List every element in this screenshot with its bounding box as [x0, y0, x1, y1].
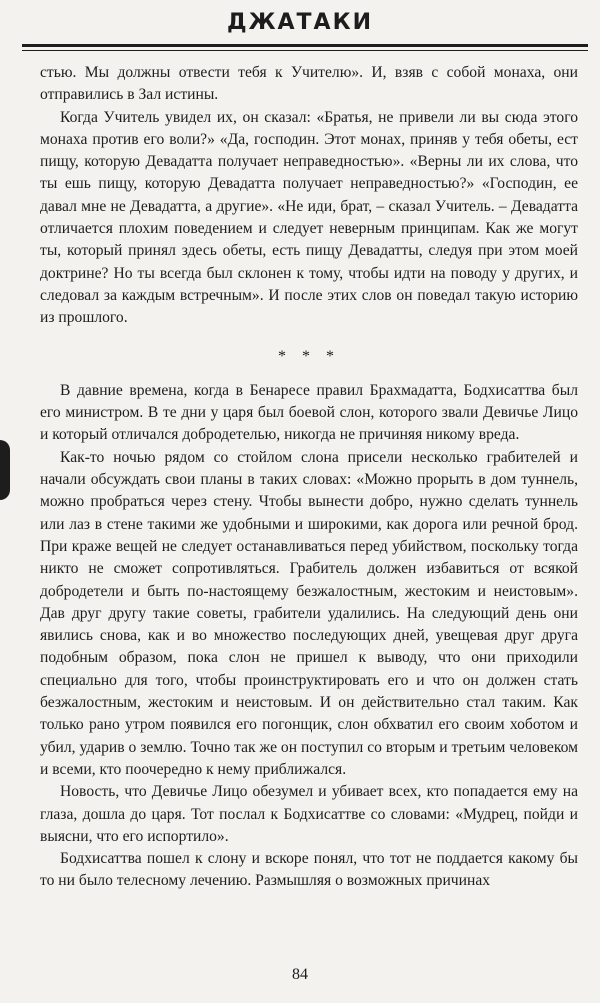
body-text — [40, 62, 578, 893]
section-separator: * * * — [278, 347, 340, 365]
paragraph: Бодхисаттва пошел к слону и вскоре понял, что тот не поддается какому бы то ни было телесному лечению. Размышляя о возможных причинах — [40, 850, 578, 890]
paragraph: стью. Мы должны отвести тебя к Учителю». И, взяв с собой монаха, они отправились в Зал истины. — [40, 64, 578, 104]
header-rule-thick — [22, 44, 588, 47]
paragraph: В давние времена, когда в Бенаресе правил Брахмадатта, Бодхисаттва был его министром. В те дни у царя был боевой слон, которого звали Девичье Лицо и который отличался добродетелью, никогда не причиняя никому вреда. — [40, 381, 578, 444]
binding-shadow — [0, 440, 10, 500]
paragraph: Как-то ночью рядом со стойлом слона присели несколько грабителей и начали обсуждать свои планы в таких словах: «Можно прорыть в дом туннель, можно пробраться через стену. Чтобы вынести добро, нужно сделать туннель или лаз в стене такими же удобными и широкими, как дорога или речной брод. При краже вещей не следует останавливаться перед убийством, поскольку тогда никто не сможет сопротивляться. Грабитель должен избавиться от всякой добродетели и быть по-настоящему безжалостным, жестоким и неистовым». Дав друг другу такие советы, грабители удалились. На следующий день они явились снова, как и во множество последующих дней, увещевая друг друга подобным образом, пока слон не пришел к выводу, что они приходили специально для того, чтобы проинструктировать его и что он должен стать безжалостным, жестоким и неистовым. И он действительно стал таким. Как только рано утром появился его погонщик, слон обхватил его своим хоботом и убил, ударив о землю. Точно так же он поступил со вторым и третьим человеком и всеми, кто поочередно к нему приближался. — [40, 448, 578, 778]
paragraph: Новость, что Девичье Лицо обезумел и убивает всех, кто попадается ему на глаза, дошла до царя. Тот послал к Бодхисаттве со словами: «Мудрец, пойди и выясни, что его испортило». — [40, 783, 578, 845]
running-header: ДЖАТАКИ — [227, 10, 373, 35]
paragraph: Когда Учитель увидел их, он сказал: «Братья, не привели ли вы сюда этого монаха против его воли?» «Да, господин. Этот монах, приняв у тебя обеты, ест пищу, которую Девадатта получает неправедностью». «Верны ли их слова, что ты ешь пищу, которую Девадатта получает неправедностью?» «Господин, ее давал мне не Девадатта, а другие». «Не иди, брат, – сказал Учитель. – Девадатта отличается плохим поведением и следует неверным принципам. Как же могут ты, который принял здесь обеты, есть пищу Девадатты, следуя при этом моей доктрине? Но ты всегда был склонен к тому, чтобы идти на поводу у других, и следовал за каждым встречным». И после этих слов он поведал такую историю из прошлого. — [40, 108, 578, 327]
page-number: 84 — [292, 966, 308, 983]
header-rule-thin — [22, 50, 588, 51]
